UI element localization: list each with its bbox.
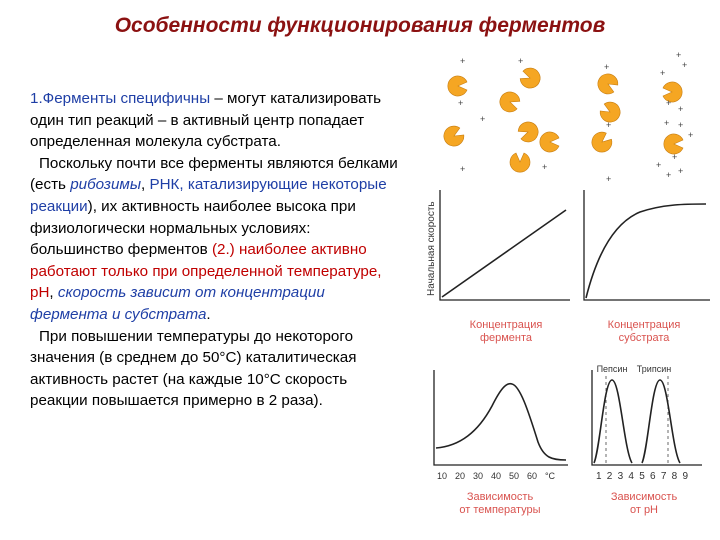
- ribozymes-term: рибозимы: [70, 176, 141, 194]
- svg-text:+: +: [688, 130, 694, 140]
- y-axis: [440, 190, 570, 300]
- enzyme-icon: [594, 70, 621, 97]
- substrate-molecules: [458, 50, 693, 184]
- enzyme-icon: [510, 153, 530, 172]
- paragraph-temperature: При повышении температуры до некоторого значения (в среднем до 50°C) каталитическая активность растет (на каждые 10°C скорость реакции повышается примерно в 2 раза).: [30, 327, 357, 410]
- caption-enzyme-2: фермента: [479, 332, 533, 344]
- enzyme-figure: [420, 50, 720, 540]
- temperature-ph-note: (2.) наиболее активно работают только при определенной температуре, pH: [30, 241, 382, 302]
- caption-substrate-2: субстрата: [618, 332, 670, 344]
- pepsin-curve: [594, 380, 632, 463]
- enzyme-substrate-illustration: [440, 50, 693, 184]
- concentration-note: скорость зависит от концентрации фермента и субстрата: [30, 284, 325, 323]
- svg-text:30: 30: [472, 471, 484, 481]
- svg-text:+: +: [666, 98, 672, 108]
- specificity-heading: 1.Ферменты специфичны: [30, 90, 211, 107]
- enzyme-icon: [664, 134, 683, 154]
- svg-text:+: +: [542, 162, 548, 172]
- temperature-chart: [434, 370, 568, 516]
- svg-text:+: +: [678, 104, 684, 114]
- paragraph-conditions: Поскольку почти все ферменты являются белками (есть рибозимы, РНК, катализирующие некоторые реакции), их активность наиболее высока при физиологически нормальных условиях: большинство ферментов (2.) наиболее активно работают только при определенной температуре, pH, скорость зависит от концентрации фермента и субстрата.: [30, 154, 398, 323]
- enzyme-icon: [588, 129, 616, 157]
- bell-curve: [436, 384, 566, 460]
- svg-text:+: +: [606, 120, 612, 130]
- svg-text:+: +: [660, 68, 666, 78]
- substrate-concentration-chart: [584, 190, 710, 344]
- pepsin-label: Пепсин: [596, 364, 628, 374]
- svg-text:+: +: [480, 114, 486, 124]
- enzyme-icon: [448, 76, 467, 96]
- temp-tick-labels: [437, 471, 556, 481]
- caption-temp-2: от температуры: [459, 504, 541, 516]
- enzyme-icon: [516, 119, 541, 144]
- y-axis: [584, 190, 710, 300]
- svg-text:+: +: [664, 118, 670, 128]
- linear-curve: [442, 210, 566, 297]
- body-text: [30, 88, 402, 412]
- svg-text:+: +: [460, 164, 466, 174]
- svg-text:+: +: [678, 120, 684, 130]
- rna-note: РНК, катализирующие некоторые реакции: [30, 176, 387, 215]
- svg-text:°C: °C: [544, 471, 556, 481]
- enzyme-icon: [440, 123, 467, 150]
- ph-tick-labels: 123456789: [596, 471, 688, 482]
- svg-text:+: +: [458, 98, 464, 108]
- y-axis: [434, 370, 568, 465]
- caption-enzyme-1: Концентрация: [469, 319, 543, 331]
- enzyme-icon: [518, 66, 543, 91]
- svg-text:+: +: [606, 174, 612, 184]
- enzyme-icon: [497, 89, 522, 114]
- svg-text:60: 60: [526, 471, 538, 481]
- svg-text:+: +: [604, 62, 610, 72]
- paragraph-specificity: 1.Ферменты специфичны – могут катализировать один тип реакций – в активный центр попадает определенная молекула субстрата.: [30, 90, 382, 151]
- enzyme-icon: [540, 132, 559, 152]
- svg-text:50: 50: [508, 471, 520, 481]
- y-axis-label: Начальная скорость: [426, 201, 437, 296]
- svg-text:40: 40: [490, 471, 502, 481]
- svg-text:+: +: [666, 170, 672, 180]
- svg-text:+: +: [518, 56, 524, 66]
- trypsin-curve: [642, 380, 680, 463]
- caption-ph-2: от pH: [629, 504, 659, 516]
- svg-text:+: +: [672, 152, 678, 162]
- enzyme-concentration-chart: [440, 190, 570, 344]
- caption-temp-1: Зависимость: [466, 491, 534, 503]
- caption-ph-1: Зависимость: [610, 491, 678, 503]
- svg-text:+: +: [682, 60, 688, 70]
- slide-title: Особенности функционирования ферментов: [114, 14, 606, 37]
- saturation-curve: [586, 204, 706, 298]
- svg-text:+: +: [676, 50, 682, 60]
- svg-text:+: +: [678, 166, 684, 176]
- svg-text:+: +: [460, 56, 466, 66]
- caption-substrate-1: Концентрация: [607, 319, 681, 331]
- svg-text:20: 20: [454, 471, 466, 481]
- ph-chart: [592, 364, 702, 516]
- svg-text:10: 10: [436, 471, 448, 481]
- svg-text:+: +: [656, 160, 662, 170]
- trypsin-label: Трипсин: [636, 364, 672, 374]
